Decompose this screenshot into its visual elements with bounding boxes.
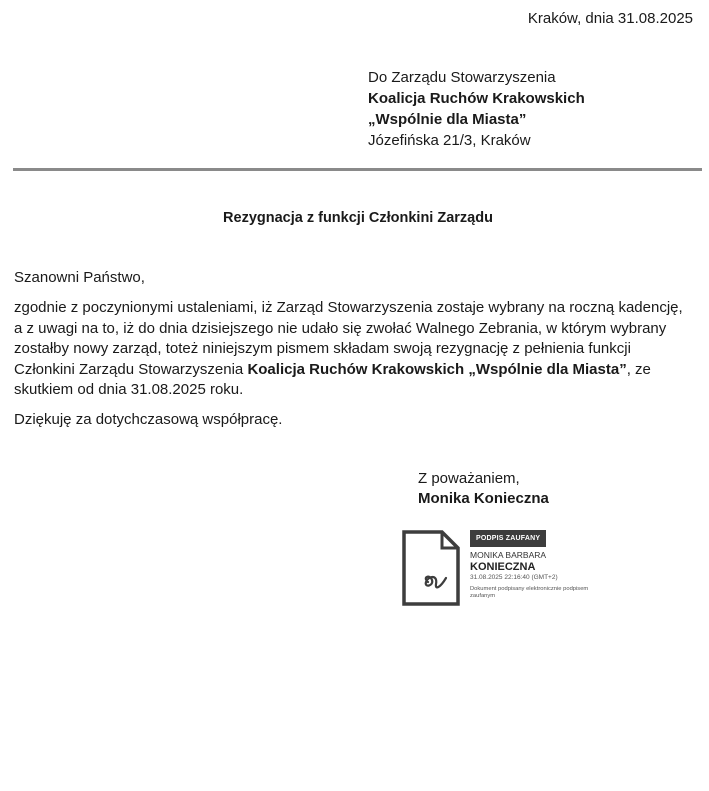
letter-greeting: Szanowni Państwo,	[14, 269, 145, 286]
signature-timestamp: 31.08.2025 22:16:40 (GMT+2)	[470, 574, 558, 581]
letter-main-paragraph	[14, 298, 689, 401]
recipient-line-organization-subtitle: „Wspólnie dla Miasta”	[368, 111, 527, 128]
paragraph-tail: , ze skutkiem od dnia 31.08.2025 roku.	[14, 360, 651, 398]
signer-name: Monika Konieczna	[418, 490, 549, 507]
trusted-signature-badge: PODPIS ZAUFANY	[470, 530, 546, 547]
signed-document-icon	[402, 530, 460, 606]
signature-note: Dokument podpisany elektronicznie podpisem zaufanym	[470, 586, 589, 599]
letter-subject: Rezygnacja z funkcji Członkini Zarządu	[223, 210, 493, 226]
recipient-line-address: Józefińska 21/3, Kraków	[368, 132, 531, 149]
signature-name-first: MONIKA BARBARA	[470, 550, 547, 560]
signature-name-last: KONIECZNA	[470, 561, 536, 573]
recipient-address-block	[368, 67, 585, 151]
paragraph-organization-name: Koalicja Ruchów Krakowskich „Wspólnie dla Miasta”	[247, 360, 627, 378]
letter-thanks: Dziękuję za dotychczasową współpracę.	[14, 411, 283, 428]
recipient-line-board: Do Zarządu Stowarzyszenia	[368, 69, 556, 86]
letter-date: Kraków, dnia 31.08.2025	[527, 10, 693, 27]
closing-regards: Z poważaniem,	[418, 470, 520, 487]
closing-block	[418, 469, 549, 509]
trusted-signature-stamp	[402, 530, 602, 610]
header-divider	[13, 168, 702, 171]
recipient-line-organization: Koalicja Ruchów Krakowskich	[368, 90, 585, 107]
paragraph-text: zgodnie z poczynionymi ustaleniami, iż Zarząd Stowarzyszenia zostaje wybrany na roczną kadencję, a z uwagi na to, iż do dnia dzisiejszego nie udało się zwołać Walnego Zebrania, w którym wybrany zostałby nowy zarząd, toteż niniejszym pismem składam swoją rezygnację z pełnienia funkcji Członkini Zarządu Stowarzyszenia	[14, 299, 683, 378]
